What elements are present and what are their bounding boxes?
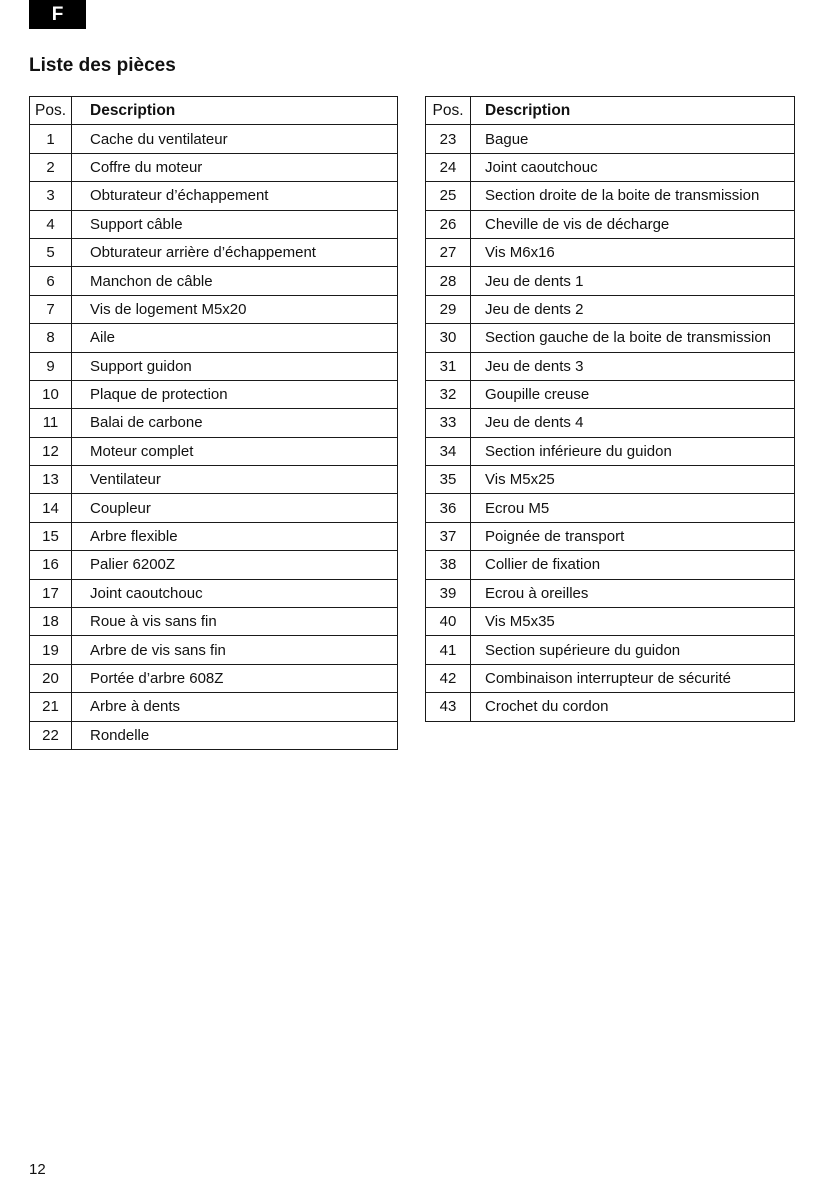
part-description: Arbre flexible — [72, 522, 398, 550]
part-position: 40 — [426, 608, 471, 636]
part-position: 3 — [30, 182, 72, 210]
part-description: Combinaison interrupteur de sécurité — [471, 664, 795, 692]
table-row — [426, 608, 795, 636]
part-position: 5 — [30, 238, 72, 266]
table-row — [426, 636, 795, 664]
table-row — [426, 579, 795, 607]
description-column-header: Description — [471, 97, 795, 125]
table-row — [30, 182, 398, 210]
part-description: Section inférieure du guidon — [471, 437, 795, 465]
part-position: 32 — [426, 380, 471, 408]
part-description: Aile — [72, 324, 398, 352]
part-description: Vis de logement M5x20 — [72, 295, 398, 323]
table-row — [426, 182, 795, 210]
pos-column-header: Pos. — [426, 97, 471, 125]
part-description: Joint caoutchouc — [72, 579, 398, 607]
table-row — [426, 437, 795, 465]
part-position: 1 — [30, 125, 72, 153]
part-description: Support guidon — [72, 352, 398, 380]
part-position: 17 — [30, 579, 72, 607]
part-description: Bague — [471, 125, 795, 153]
part-description: Arbre de vis sans fin — [72, 636, 398, 664]
part-position: 24 — [426, 153, 471, 181]
part-description: Jeu de dents 1 — [471, 267, 795, 295]
part-description: Cheville de vis de décharge — [471, 210, 795, 238]
pos-column-header: Pos. — [30, 97, 72, 125]
part-position: 31 — [426, 352, 471, 380]
part-description: Section droite de la boite de transmission — [471, 182, 795, 210]
part-position: 15 — [30, 522, 72, 550]
table-row — [426, 664, 795, 692]
part-position: 41 — [426, 636, 471, 664]
part-position: 37 — [426, 522, 471, 550]
table-row — [30, 125, 398, 153]
part-position: 22 — [30, 721, 72, 749]
part-description: Cache du ventilateur — [72, 125, 398, 153]
part-position: 36 — [426, 494, 471, 522]
part-position: 25 — [426, 182, 471, 210]
part-position: 10 — [30, 380, 72, 408]
table-row — [30, 437, 398, 465]
table-row — [426, 267, 795, 295]
part-position: 19 — [30, 636, 72, 664]
part-description: Goupille creuse — [471, 380, 795, 408]
part-description: Manchon de câble — [72, 267, 398, 295]
part-description: Jeu de dents 2 — [471, 295, 795, 323]
table-row — [30, 238, 398, 266]
table-row — [426, 125, 795, 153]
part-description: Vis M6x16 — [471, 238, 795, 266]
table-row — [30, 352, 398, 380]
language-badge: F — [29, 0, 86, 29]
part-position: 6 — [30, 267, 72, 295]
part-description: Section supérieure du guidon — [471, 636, 795, 664]
part-position: 34 — [426, 437, 471, 465]
part-description: Ventilateur — [72, 466, 398, 494]
part-description: Crochet du cordon — [471, 693, 795, 721]
part-description: Vis M5x35 — [471, 608, 795, 636]
part-position: 16 — [30, 551, 72, 579]
table-row — [30, 551, 398, 579]
part-position: 27 — [426, 238, 471, 266]
part-position: 11 — [30, 409, 72, 437]
part-position: 38 — [426, 551, 471, 579]
part-description: Moteur complet — [72, 437, 398, 465]
table-row — [30, 380, 398, 408]
table-header-row — [30, 97, 398, 125]
part-description: Jeu de dents 4 — [471, 409, 795, 437]
part-position: 42 — [426, 664, 471, 692]
part-position: 43 — [426, 693, 471, 721]
table-header-row — [426, 97, 795, 125]
table-row — [30, 409, 398, 437]
table-row — [426, 551, 795, 579]
part-position: 2 — [30, 153, 72, 181]
part-description: Poignée de transport — [471, 522, 795, 550]
part-description: Vis M5x25 — [471, 466, 795, 494]
table-row — [30, 153, 398, 181]
part-description: Roue à vis sans fin — [72, 608, 398, 636]
part-description: Rondelle — [72, 721, 398, 749]
table-row — [30, 693, 398, 721]
part-description: Arbre à dents — [72, 693, 398, 721]
part-description: Support câble — [72, 210, 398, 238]
table-row — [426, 295, 795, 323]
table-row — [30, 267, 398, 295]
part-position: 26 — [426, 210, 471, 238]
part-position: 18 — [30, 608, 72, 636]
parts-table-left — [29, 96, 398, 750]
parts-table-right-body — [426, 125, 795, 721]
part-description: Coffre du moteur — [72, 153, 398, 181]
part-position: 14 — [30, 494, 72, 522]
table-row — [426, 238, 795, 266]
part-position: 12 — [30, 437, 72, 465]
table-row — [426, 153, 795, 181]
table-row — [30, 579, 398, 607]
table-row — [30, 721, 398, 749]
part-position: 28 — [426, 267, 471, 295]
part-position: 23 — [426, 125, 471, 153]
part-description: Ecrou M5 — [471, 494, 795, 522]
part-description: Balai de carbone — [72, 409, 398, 437]
parts-table-left-body — [30, 125, 398, 750]
table-row — [30, 608, 398, 636]
table-row — [30, 664, 398, 692]
part-position: 4 — [30, 210, 72, 238]
table-row — [30, 324, 398, 352]
part-position: 35 — [426, 466, 471, 494]
part-position: 8 — [30, 324, 72, 352]
part-position: 9 — [30, 352, 72, 380]
part-position: 13 — [30, 466, 72, 494]
part-position: 7 — [30, 295, 72, 323]
table-row — [426, 693, 795, 721]
description-column-header: Description — [72, 97, 398, 125]
table-row — [426, 494, 795, 522]
part-description: Palier 6200Z — [72, 551, 398, 579]
part-position: 21 — [30, 693, 72, 721]
table-row — [30, 494, 398, 522]
part-description: Portée d’arbre 608Z — [72, 664, 398, 692]
part-description: Obturateur d’échappement — [72, 182, 398, 210]
table-row — [426, 380, 795, 408]
table-row — [426, 466, 795, 494]
table-row — [30, 522, 398, 550]
part-description: Section gauche de la boite de transmission — [471, 324, 795, 352]
part-position: 33 — [426, 409, 471, 437]
part-description: Ecrou à oreilles — [471, 579, 795, 607]
table-row — [426, 324, 795, 352]
table-row — [30, 466, 398, 494]
part-description: Jeu de dents 3 — [471, 352, 795, 380]
table-row — [30, 210, 398, 238]
part-position: 30 — [426, 324, 471, 352]
part-description: Obturateur arrière d’échappement — [72, 238, 398, 266]
parts-table-right — [425, 96, 795, 722]
page-number: 12 — [29, 1161, 46, 1178]
table-row — [426, 409, 795, 437]
part-description: Plaque de protection — [72, 380, 398, 408]
part-description: Coupleur — [72, 494, 398, 522]
table-row — [426, 210, 795, 238]
part-position: 20 — [30, 664, 72, 692]
table-row — [426, 522, 795, 550]
part-position: 29 — [426, 295, 471, 323]
table-row — [30, 636, 398, 664]
table-row — [426, 352, 795, 380]
part-description: Joint caoutchouc — [471, 153, 795, 181]
page-title: Liste des pièces — [29, 55, 176, 76]
part-description: Collier de fixation — [471, 551, 795, 579]
table-row — [30, 295, 398, 323]
part-position: 39 — [426, 579, 471, 607]
